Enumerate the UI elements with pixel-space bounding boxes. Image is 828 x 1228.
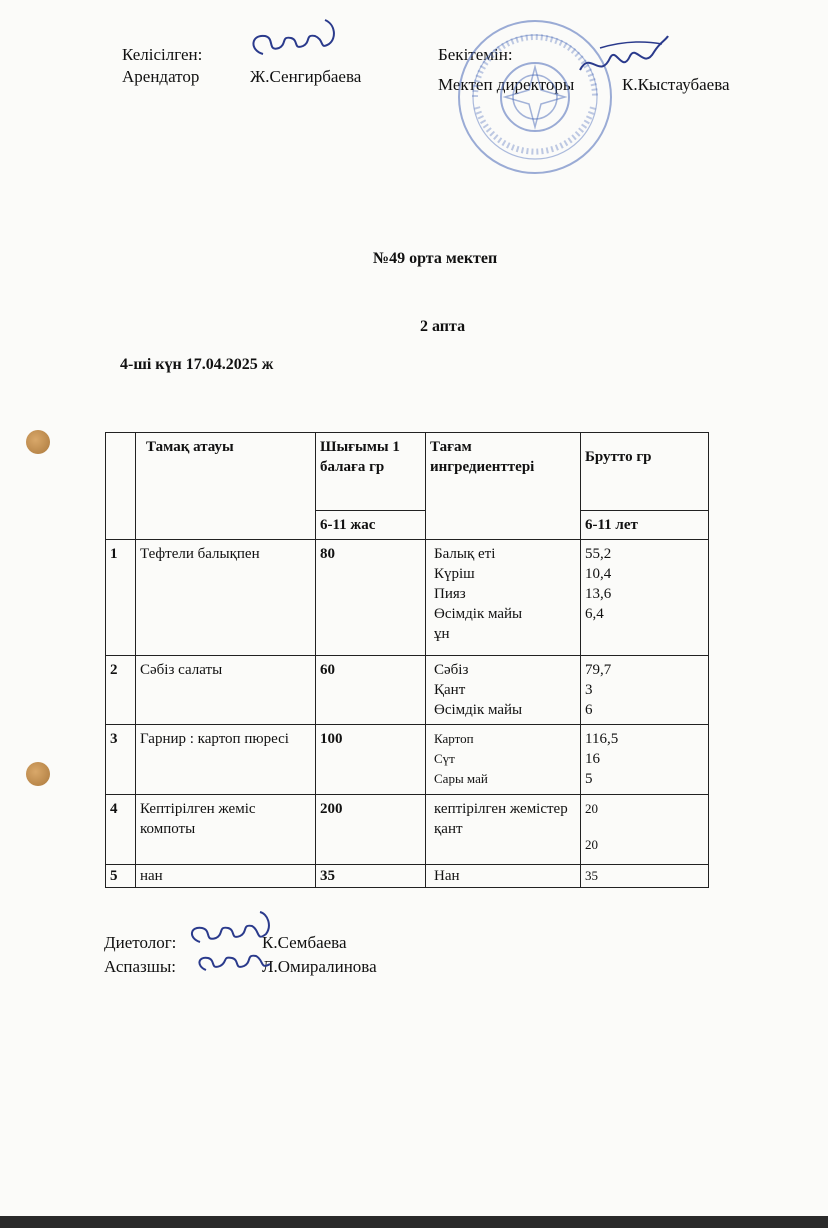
ingredient: Сүт bbox=[434, 751, 455, 766]
brutto-header: Брутто гр bbox=[581, 433, 709, 511]
brutto-value: 55,2 bbox=[585, 546, 612, 562]
school-title: №49 орта мектеп bbox=[373, 250, 498, 267]
ingredient: Өсімдік майы bbox=[434, 606, 523, 622]
director-signature bbox=[570, 30, 670, 90]
row-brutto bbox=[581, 865, 709, 888]
ingredient: Қант bbox=[434, 682, 466, 698]
row-ingredients bbox=[426, 865, 581, 888]
row-ingredients bbox=[426, 540, 581, 656]
brutto-value: 35 bbox=[585, 868, 598, 883]
brutto-value: 3 bbox=[585, 682, 593, 698]
menu-table bbox=[105, 432, 709, 888]
ingredient: Өсімдік майы bbox=[434, 702, 523, 718]
row-name: Гарнир : картоп пюресі bbox=[136, 725, 316, 795]
binder-hole bbox=[26, 762, 50, 786]
row-brutto bbox=[581, 656, 709, 725]
ingredient: Балық еті bbox=[434, 546, 496, 562]
brutto-value: 10,4 bbox=[585, 566, 612, 582]
director-name: К.Кыстаубаева bbox=[622, 75, 730, 94]
ingredient: Нан bbox=[434, 868, 460, 884]
row-num: 3 bbox=[106, 725, 136, 795]
agreed-label: Келісілген: bbox=[122, 45, 203, 64]
age-brutto: 6-11 лет bbox=[581, 511, 709, 540]
brutto-value: 5 bbox=[585, 771, 593, 787]
brutto-value: 79,7 bbox=[585, 662, 612, 678]
table-row bbox=[106, 865, 709, 888]
brutto-value: 20 bbox=[585, 801, 598, 816]
row-ingredients bbox=[426, 725, 581, 795]
num-header bbox=[106, 433, 136, 540]
row-name: Тефтели балықпен bbox=[136, 540, 316, 656]
cook-label: Аспазшы: bbox=[104, 957, 176, 976]
table-row bbox=[106, 725, 709, 795]
ingredient: қант bbox=[434, 821, 463, 837]
ingredient: Күріш bbox=[434, 566, 475, 582]
row-num: 5 bbox=[106, 865, 136, 888]
row-yield: 60 bbox=[316, 656, 426, 725]
tenant-role: Арендатор bbox=[122, 67, 200, 86]
row-num: 4 bbox=[106, 795, 136, 865]
brutto-value: 16 bbox=[585, 751, 600, 767]
approve-label: Бекітемін: bbox=[438, 45, 513, 64]
row-yield: 200 bbox=[316, 795, 426, 865]
director-role: Мектеп директоры bbox=[438, 75, 575, 94]
brutto-value: 116,5 bbox=[585, 731, 619, 747]
row-brutto bbox=[581, 795, 709, 865]
brutto-value: 20 bbox=[585, 837, 598, 852]
brutto-value: 6,4 bbox=[585, 606, 604, 622]
table-header-row bbox=[106, 433, 709, 511]
row-name: Сәбіз салаты bbox=[136, 656, 316, 725]
tenant-name: Ж.Сенгирбаева bbox=[250, 67, 362, 86]
brutto-value: 6 bbox=[585, 702, 593, 718]
ingredient: Пияз bbox=[434, 586, 466, 602]
row-yield: 100 bbox=[316, 725, 426, 795]
tenant-signature bbox=[245, 14, 345, 64]
row-ingredients bbox=[426, 795, 581, 865]
row-yield: 80 bbox=[316, 540, 426, 656]
row-yield: 35 bbox=[316, 865, 426, 888]
scan-edge bbox=[0, 1216, 828, 1228]
ingredient: Сары май bbox=[434, 771, 488, 786]
ingredient: кептірілген жемістер bbox=[434, 801, 568, 817]
row-name: Кептірілген жеміс компоты bbox=[136, 795, 316, 865]
day-title: 4-ші күн 17.04.2025 ж bbox=[120, 356, 274, 373]
row-name: нан bbox=[136, 865, 316, 888]
age-yield: 6-11 жас bbox=[316, 511, 426, 540]
table-row bbox=[106, 656, 709, 725]
row-brutto bbox=[581, 725, 709, 795]
ingredient: ұн bbox=[434, 626, 450, 642]
cook-name: Л.Омиралинова bbox=[262, 957, 377, 976]
dietolog-label: Диетолог: bbox=[104, 933, 177, 952]
row-brutto bbox=[581, 540, 709, 656]
row-ingredients bbox=[426, 656, 581, 725]
brutto-value: 13,6 bbox=[585, 586, 612, 602]
name-header: Тамақ атауы bbox=[136, 433, 316, 540]
binder-hole bbox=[26, 430, 50, 454]
dietolog-name: К.Сембаева bbox=[262, 933, 347, 952]
table-row bbox=[106, 540, 709, 656]
row-num: 2 bbox=[106, 656, 136, 725]
ingredients-header: Тағам ингредиенттері bbox=[426, 433, 581, 540]
ingredient: Сәбіз bbox=[434, 662, 469, 678]
cook-signature bbox=[194, 944, 284, 984]
yield-header: Шығымы 1 балаға гр bbox=[316, 433, 426, 511]
table-row bbox=[106, 795, 709, 865]
row-num: 1 bbox=[106, 540, 136, 656]
ingredient: Картоп bbox=[434, 731, 474, 746]
week-title: 2 апта bbox=[420, 318, 466, 335]
